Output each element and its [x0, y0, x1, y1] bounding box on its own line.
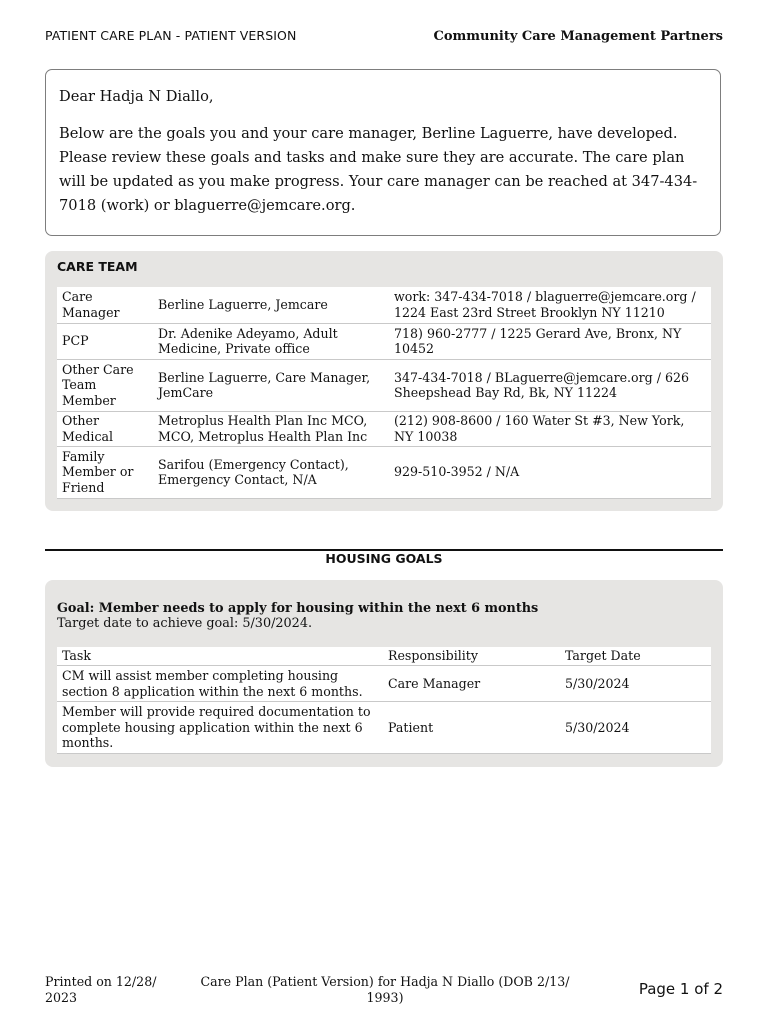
- document-type: PATIENT CARE PLAN - PATIENT VERSION: [45, 28, 297, 43]
- letter-body: Below are the goals you and your care manager, Berline Laguerre, have developed. Please review these goals and tasks and make sure they are accurate. The care plan will be updated as you make progress. Your care manager can be reached at 347-434-7018 (work) or blaguerre@jemcare.org.: [59, 125, 698, 214]
- page-number: Page 1 of 2: [638, 980, 723, 998]
- team-contact: 718) 960-2777 / 1225 Gerard Ave, Bronx, NY 10452: [389, 323, 711, 359]
- table-row: [57, 666, 711, 702]
- table-row: [57, 702, 711, 754]
- housing-section-title: HOUSING GOALS: [325, 551, 443, 566]
- team-name: Metroplus Health Plan Inc MCO, MCO, Metroplus Health Plan Inc: [153, 411, 389, 446]
- care-team-table: [57, 287, 711, 499]
- team-role: Care Manager: [57, 287, 153, 323]
- goal-title: Goal: Member needs to apply for housing within the next 6 months: [57, 601, 539, 616]
- footer-document-info: Care Plan (Patient Version) for Hadja N Diallo (DOB 2/13/ 1993): [200, 974, 570, 1005]
- team-name: Berline Laguerre, Jemcare: [153, 287, 389, 323]
- task-description: CM will assist member completing housing section 8 application within the next 6 months.: [57, 666, 383, 702]
- table-header-row: [57, 647, 711, 666]
- page-footer: [45, 972, 723, 1012]
- table-row: [57, 287, 711, 323]
- team-role: Family Member or Friend: [57, 446, 153, 498]
- page-header: [45, 26, 723, 50]
- column-header-responsibility: Responsibility: [383, 647, 560, 666]
- team-contact: work: 347-434-7018 / blaguerre@jemcare.org / 1224 East 23rd Street Brooklyn NY 11210: [389, 287, 711, 323]
- task-description: Member will provide required documentation to complete housing application within the next 6 months.: [57, 702, 383, 754]
- team-contact: 347-434-7018 / BLaguerre@jemcare.org / 626 Sheepshead Bay Rd, Bk, NY 11224: [389, 359, 711, 411]
- team-name: Berline Laguerre, Care Manager, JemCare: [153, 359, 389, 411]
- team-name: Dr. Adenike Adeyamo, Adult Medicine, Private office: [153, 323, 389, 359]
- table-row: [57, 411, 711, 446]
- letter-greeting: Dear Hadja N Diallo,: [59, 88, 214, 105]
- task-responsibility: Patient: [383, 702, 560, 754]
- team-role: Other Care Team Member: [57, 359, 153, 411]
- care-team-title: CARE TEAM: [57, 259, 138, 274]
- task-responsibility: Care Manager: [383, 666, 560, 702]
- team-contact: (212) 908-8600 / 160 Water St #3, New York, NY 10038: [389, 411, 711, 446]
- column-header-task: Task: [57, 647, 383, 666]
- team-role: PCP: [57, 323, 153, 359]
- table-row: [57, 446, 711, 498]
- organization-name: Community Care Management Partners: [433, 29, 723, 44]
- table-row: [57, 359, 711, 411]
- table-row: [57, 323, 711, 359]
- printed-date: Printed on 12/28/ 2023: [45, 974, 157, 1005]
- team-name: Sarifou (Emergency Contact), Emergency Contact, N/A: [153, 446, 389, 498]
- care-team-panel: [45, 251, 723, 511]
- team-role: Other Medical: [57, 411, 153, 446]
- housing-goal-panel: [45, 580, 723, 767]
- team-contact: 929-510-3952 / N/A: [389, 446, 711, 498]
- task-target-date: 5/30/2024: [560, 702, 711, 754]
- letter-box: [45, 69, 721, 236]
- column-header-target-date: Target Date: [560, 647, 711, 666]
- task-table: [57, 647, 711, 754]
- task-target-date: 5/30/2024: [560, 666, 711, 702]
- goal-target-date: Target date to achieve goal: 5/30/2024.: [57, 616, 313, 631]
